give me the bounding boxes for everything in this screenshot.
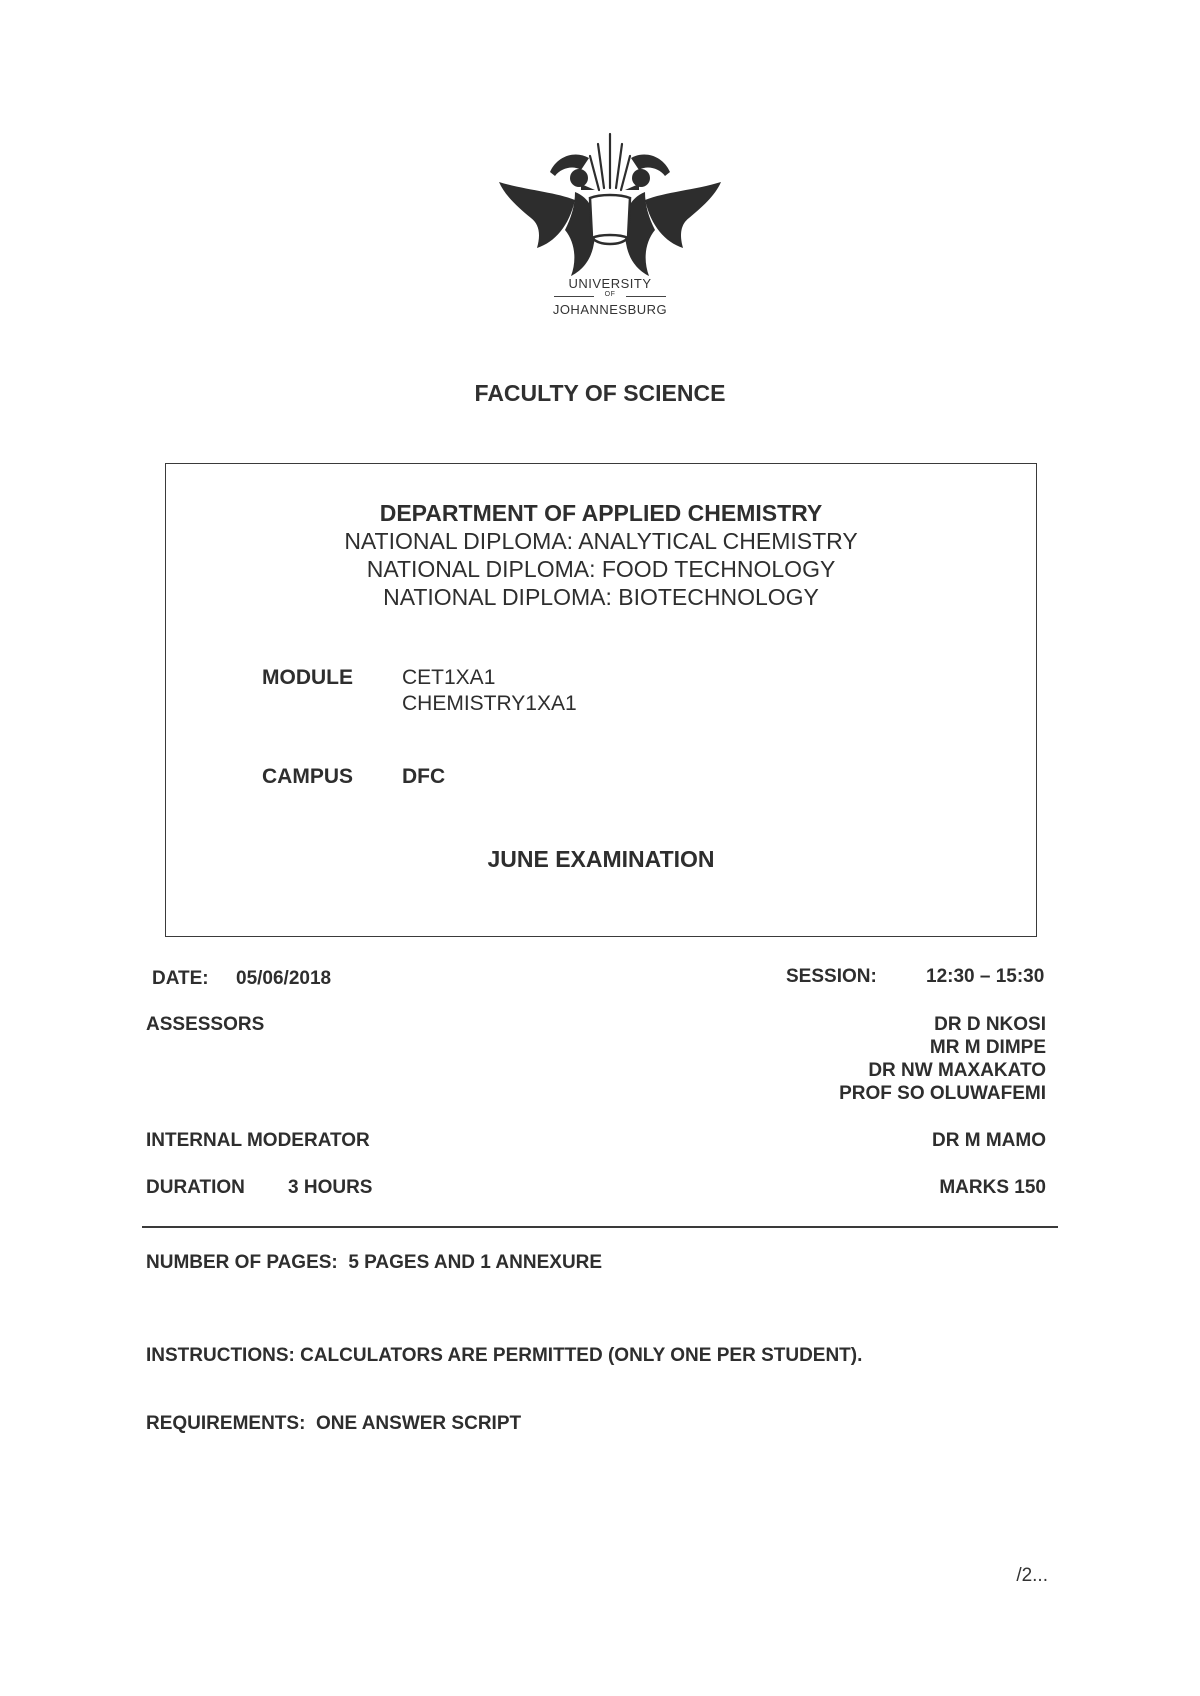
diploma-line: NATIONAL DIPLOMA: ANALYTICAL CHEMISTRY (344, 528, 858, 554)
faculty-title: FACULTY OF SCIENCE (474, 380, 726, 406)
module-code: CET1XA1 (402, 666, 496, 689)
logo-text-johannesburg: JOHANNESBURG (552, 302, 668, 317)
page-continuation-marker: /2... (1016, 1565, 1048, 1586)
marks-value: MARKS 150 (939, 1177, 1046, 1198)
logo-text-of: OF (604, 291, 616, 298)
instructions: INSTRUCTIONS: CALCULATORS ARE PERMITTED (ONLY ONE PER STUDENT). (146, 1345, 863, 1366)
session-label: SESSION: (786, 966, 877, 987)
duration-label: DURATION (146, 1177, 245, 1198)
diploma-line: NATIONAL DIPLOMA: BIOTECHNOLOGY (383, 584, 819, 610)
moderator-label: INTERNAL MODERATOR (146, 1130, 370, 1151)
module-name: CHEMISTRY1XA1 (402, 692, 577, 715)
module-label: MODULE (262, 666, 353, 689)
assessor-name: DR NW MAXAKATO (868, 1060, 1046, 1081)
logo-text-university: UNIVERSITY (568, 276, 652, 291)
date-value: 05/06/2018 (236, 968, 332, 989)
assessor-name: PROF SO OLUWAFEMI (839, 1083, 1046, 1104)
session-value: 12:30 – 15:30 (926, 966, 1045, 987)
duration-value: 3 HOURS (288, 1177, 373, 1198)
campus-value: DFC (402, 765, 446, 788)
assessors-label: ASSESSORS (146, 1014, 265, 1035)
logo-divider-right (626, 296, 666, 297)
date-label: DATE: (152, 968, 209, 989)
requirements: REQUIREMENTS: ONE ANSWER SCRIPT (146, 1413, 522, 1434)
department-title: DEPARTMENT OF APPLIED CHEMISTRY (379, 500, 823, 526)
section-divider (142, 1226, 1058, 1228)
diploma-line: NATIONAL DIPLOMA: FOOD TECHNOLOGY (366, 556, 836, 582)
number-of-pages: NUMBER OF PAGES: 5 PAGES AND 1 ANNEXURE (146, 1252, 603, 1273)
campus-label: CAMPUS (262, 765, 354, 788)
moderator-value: DR M MAMO (932, 1130, 1046, 1151)
assessor-name: MR M DIMPE (929, 1037, 1046, 1058)
exam-title: JUNE EXAMINATION (487, 846, 715, 872)
assessor-name: DR D NKOSI (934, 1014, 1046, 1035)
